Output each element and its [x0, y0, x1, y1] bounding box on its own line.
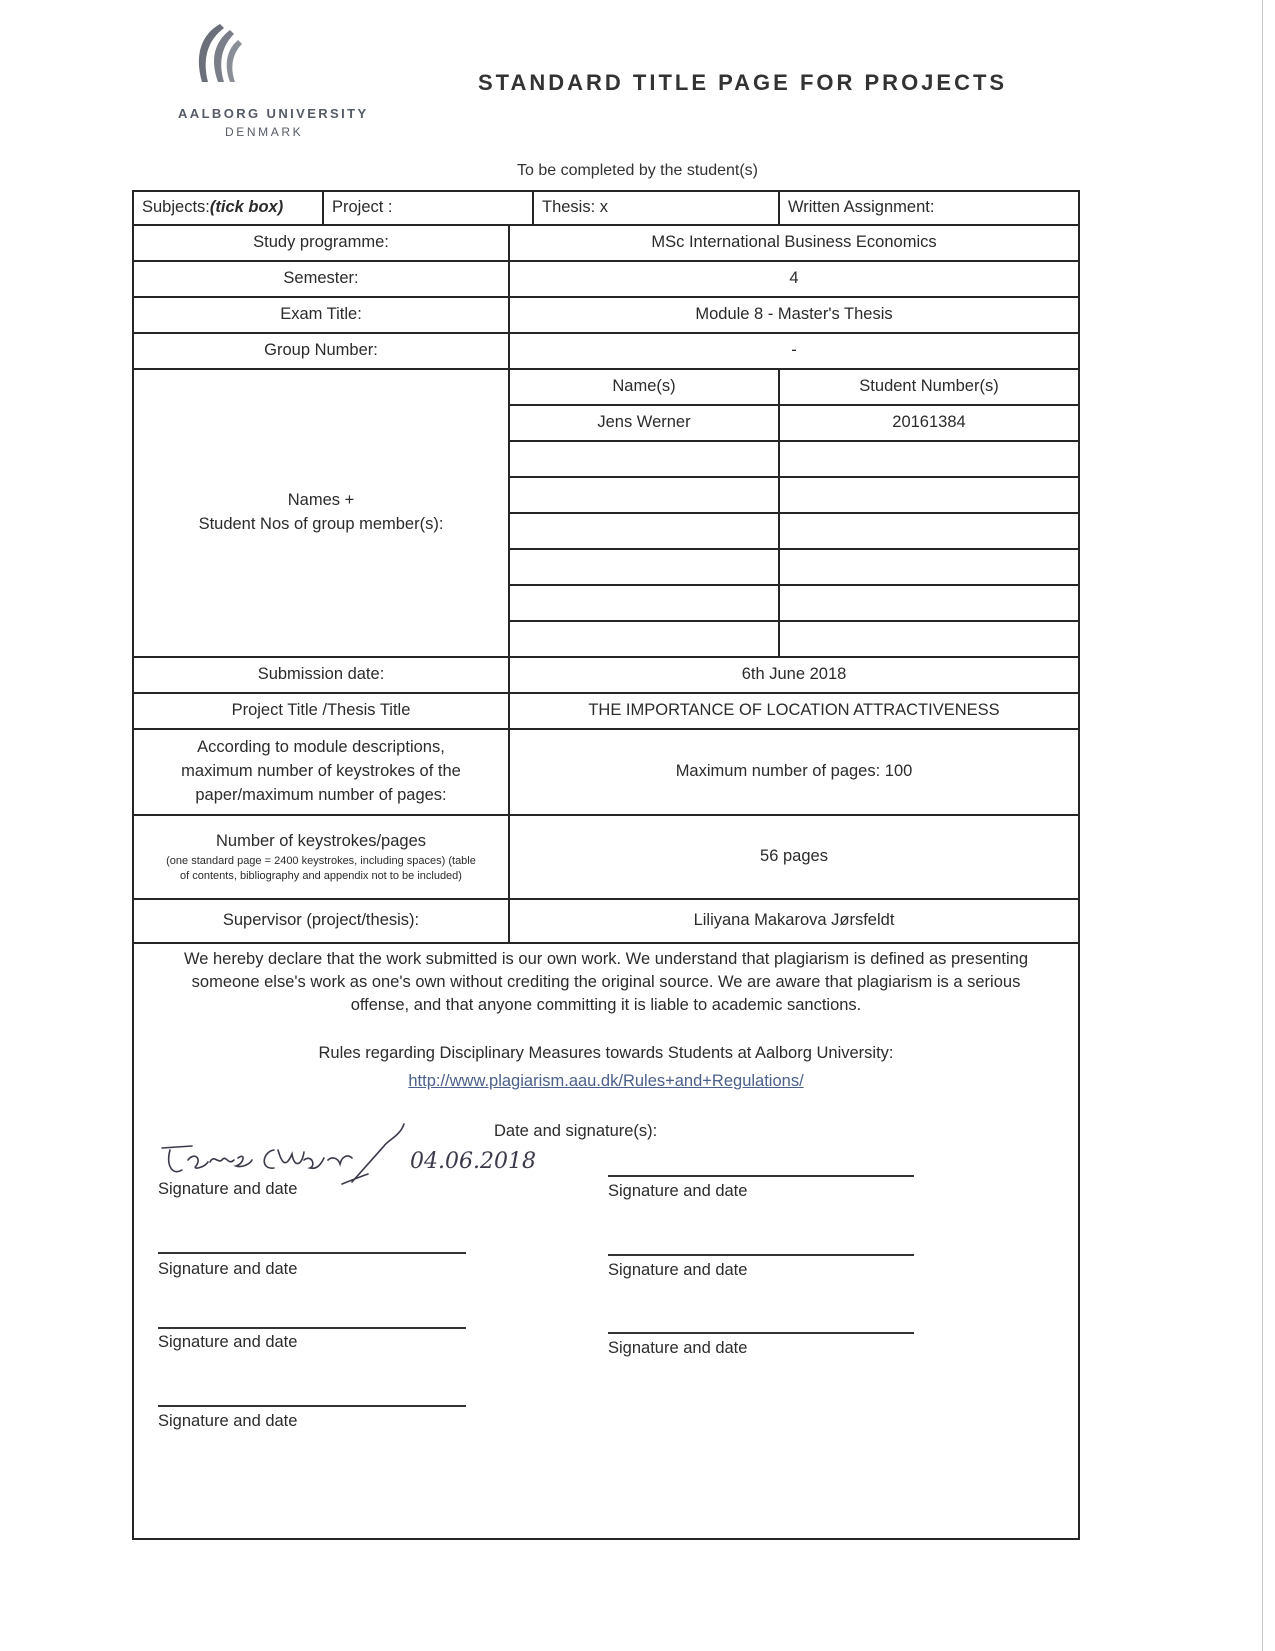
semester-value[interactable]: 4: [789, 269, 799, 288]
title-page-form: [132, 190, 1080, 1540]
project-title-value[interactable]: THE IMPORTANCE OF LOCATION ATTRACTIVENESS: [588, 701, 1000, 720]
semester-label: Semester:: [283, 269, 359, 288]
group-number-value[interactable]: -: [791, 341, 797, 360]
member-number-1[interactable]: 20161384: [892, 413, 966, 432]
member-name-1[interactable]: Jens Werner: [597, 413, 691, 432]
signature-line-6[interactable]: [608, 1332, 914, 1334]
max-keystrokes-label: According to module descriptions, maximum number of keystrokes of the paper/maximum number of pages:: [181, 738, 461, 804]
member-name-7[interactable]: [510, 622, 778, 656]
submission-date-label: Submission date:: [257, 665, 385, 684]
member-name-6[interactable]: [510, 586, 778, 620]
member-name-4[interactable]: [510, 514, 778, 548]
signature-label-2: Signature and date: [608, 1182, 748, 1200]
member-name-5[interactable]: [510, 550, 778, 584]
signature-line-7[interactable]: [158, 1405, 466, 1407]
signature-label-1: Signature and date: [158, 1180, 298, 1198]
scan-edge: [1262, 0, 1263, 1651]
group-number-label: Group Number:: [264, 341, 378, 360]
university-name: AALBORG UNIVERSITY: [178, 106, 369, 121]
exam-title-label: Exam Title:: [280, 305, 362, 324]
university-logo: [172, 20, 372, 95]
keystrokes-value[interactable]: 56 pages: [760, 847, 828, 866]
exam-title-value[interactable]: Module 8 - Master's Thesis: [695, 305, 893, 324]
student-number-column-header: Student Number(s): [859, 377, 999, 396]
page-title: STANDARD TITLE PAGE FOR PROJECTS: [478, 70, 1008, 95]
supervisor-label: Supervisor (project/thesis):: [222, 911, 420, 930]
thesis-checkbox[interactable]: Thesis: x: [542, 198, 609, 217]
member-number-5[interactable]: [780, 550, 1078, 584]
signature-line-3[interactable]: [158, 1252, 466, 1254]
signature-line-2[interactable]: [608, 1175, 914, 1177]
study-programme-value[interactable]: MSc International Business Economics: [651, 233, 937, 252]
logo-wave-icon: [172, 20, 252, 90]
form-subtitle: To be completed by the student(s): [516, 162, 759, 179]
signature-line-4[interactable]: [608, 1254, 914, 1256]
signature-label-4: Signature and date: [608, 1261, 748, 1279]
declaration-text: We hereby declare that the work submitted is our own work. We understand that plagiarism is defined as presenting someone else's work as one's own without crediting the original source. We are aware that plagiarism is a serious offense, and that anyone committing it is liable to academic sanctions.: [183, 950, 1029, 1015]
member-name-2[interactable]: [510, 442, 778, 476]
study-programme-label: Study programme:: [253, 233, 389, 252]
members-label: Names + Student Nos of group member(s):: [198, 491, 444, 533]
names-column-header: Name(s): [612, 377, 676, 396]
subjects-label: Subjects: (tick box): [142, 198, 284, 217]
date-signature-heading: Date and signature(s):: [494, 1122, 658, 1140]
member-number-6[interactable]: [780, 586, 1078, 620]
rules-link[interactable]: http://www.plagiarism.aau.dk/Rules+and+Regulations/: [408, 1072, 804, 1090]
written-assignment-checkbox[interactable]: Written Assignment:: [788, 198, 935, 217]
university-country: DENMARK: [225, 125, 304, 139]
member-number-2[interactable]: [780, 442, 1078, 476]
signature-label-7: Signature and date: [158, 1412, 298, 1430]
member-number-4[interactable]: [780, 514, 1078, 548]
signature-line-5[interactable]: [158, 1327, 466, 1329]
project-title-label: Project Title /Thesis Title: [231, 701, 411, 720]
signature-label-6: Signature and date: [608, 1339, 748, 1357]
member-number-3[interactable]: [780, 478, 1078, 512]
svg-text:04.06.2018: 04.06.2018: [410, 1149, 536, 1174]
submission-date-value[interactable]: 6th June 2018: [741, 665, 847, 684]
member-number-7[interactable]: [780, 622, 1078, 656]
max-keystrokes-value[interactable]: Maximum number of pages: 100: [675, 762, 913, 781]
rules-text: Rules regarding Disciplinary Measures towards Students at Aalborg University:: [318, 1044, 894, 1062]
signature-label-3: Signature and date: [158, 1260, 298, 1278]
supervisor-value[interactable]: Liliyana Makarova Jørsfeldt: [693, 911, 895, 930]
signature-label-5: Signature and date: [158, 1333, 298, 1351]
member-name-3[interactable]: [510, 478, 778, 512]
keystrokes-label: Number of keystrokes/pages (one standard page = 2400 keystrokes, including spaces) (table of contents, bibliography and appendix not to be included): [166, 832, 476, 882]
project-checkbox[interactable]: Project :: [332, 198, 393, 217]
